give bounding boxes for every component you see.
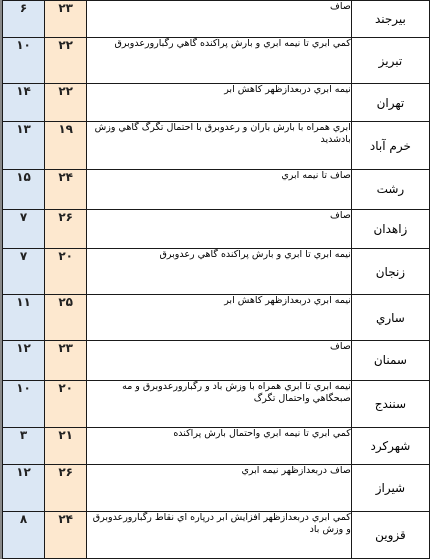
weather-condition: صاف دربعدازظهر نيمه ابري: [87, 465, 352, 512]
table-row: [3, 465, 430, 512]
min-temperature: ۱۱: [3, 295, 45, 341]
table-row: [3, 122, 430, 170]
weather-condition: صاف: [87, 341, 352, 381]
table-row: [3, 295, 430, 341]
min-temperature: ۳: [3, 427, 45, 465]
min-temperature: ۷: [3, 209, 45, 249]
city-name: ساري: [351, 295, 429, 341]
weather-condition: صاف: [87, 1, 352, 38]
min-temperature: ۷: [3, 249, 45, 295]
table-row: [3, 249, 430, 295]
weather-forecast-table: [2, 0, 430, 559]
table-row: [3, 170, 430, 210]
weather-condition: صاف: [87, 209, 352, 249]
max-temperature: ۲۲: [45, 37, 87, 84]
weather-condition: ابري همراه با بارش باران و رعدوبرق با احتمال تگرگ گاهي وزش بادشديد: [87, 122, 352, 170]
city-name: خرم آباد: [351, 122, 429, 170]
max-temperature: ۲۳: [45, 1, 87, 38]
city-name: سمنان: [351, 341, 429, 381]
max-temperature: ۲۰: [45, 249, 87, 295]
min-temperature: ۱۲: [3, 465, 45, 512]
max-temperature: ۲۰: [45, 380, 87, 427]
weather-condition: کمي ابري تا نيمه ابري و بارش پراکنده گاهي رگبارورعدوبرق: [87, 37, 352, 84]
min-temperature: ۱۳: [3, 122, 45, 170]
city-name: قزوين: [351, 512, 429, 559]
table-row: [3, 512, 430, 559]
table-row: [3, 37, 430, 84]
min-temperature: ۸: [3, 512, 45, 559]
table-row: [3, 84, 430, 122]
max-temperature: ۲۴: [45, 170, 87, 210]
table-row: [3, 380, 430, 427]
max-temperature: ۲۴: [45, 512, 87, 559]
city-name: زنجان: [351, 249, 429, 295]
city-name: سنندج: [351, 380, 429, 427]
city-name: تهران: [351, 84, 429, 122]
city-name: رشت: [351, 170, 429, 210]
min-temperature: ۱۰: [3, 37, 45, 84]
max-temperature: ۲۶: [45, 209, 87, 249]
forecast-table-body: [3, 1, 430, 559]
table-row: [3, 209, 430, 249]
min-temperature: ۱۲: [3, 341, 45, 381]
weather-condition: نيمه ابري تا ابري و بارش پراکنده گاهي رعدوبرق: [87, 249, 352, 295]
max-temperature: ۱۹: [45, 122, 87, 170]
table-row: [3, 1, 430, 38]
max-temperature: ۲۱: [45, 427, 87, 465]
city-name: زاهدان: [351, 209, 429, 249]
max-temperature: ۲۶: [45, 465, 87, 512]
min-temperature: ۱۰: [3, 380, 45, 427]
min-temperature: ۱۴: [3, 84, 45, 122]
table-row: [3, 341, 430, 381]
weather-condition: نيمه ابري دربعدازظهر کاهش ابر: [87, 295, 352, 341]
max-temperature: ۲۳: [45, 341, 87, 381]
table-row: [3, 427, 430, 465]
max-temperature: ۲۵: [45, 295, 87, 341]
weather-condition: کمي ابري دربعدازظهر افزايش ابر درپاره اي نقاط رگبارورعدوبرق و وزش باد: [87, 512, 352, 559]
weather-condition: صاف تا نيمه ابري: [87, 170, 352, 210]
weather-condition: نيمه ابري دربعدازظهر کاهش ابر: [87, 84, 352, 122]
min-temperature: ۶: [3, 1, 45, 38]
city-name: شهرکرد: [351, 427, 429, 465]
max-temperature: ۲۲: [45, 84, 87, 122]
city-name: شيراز: [351, 465, 429, 512]
weather-condition: نيمه ابري تا ابري همراه با وزش باد و رگبارورعدوبرق و مه صبحگاهي واحتمال تگرگ: [87, 380, 352, 427]
min-temperature: ۱۵: [3, 170, 45, 210]
city-name: تبریز: [351, 37, 429, 84]
weather-condition: کمي ابري تا نيمه ابري واحتمال بارش پراکنده: [87, 427, 352, 465]
city-name: بیرجند: [351, 1, 429, 38]
